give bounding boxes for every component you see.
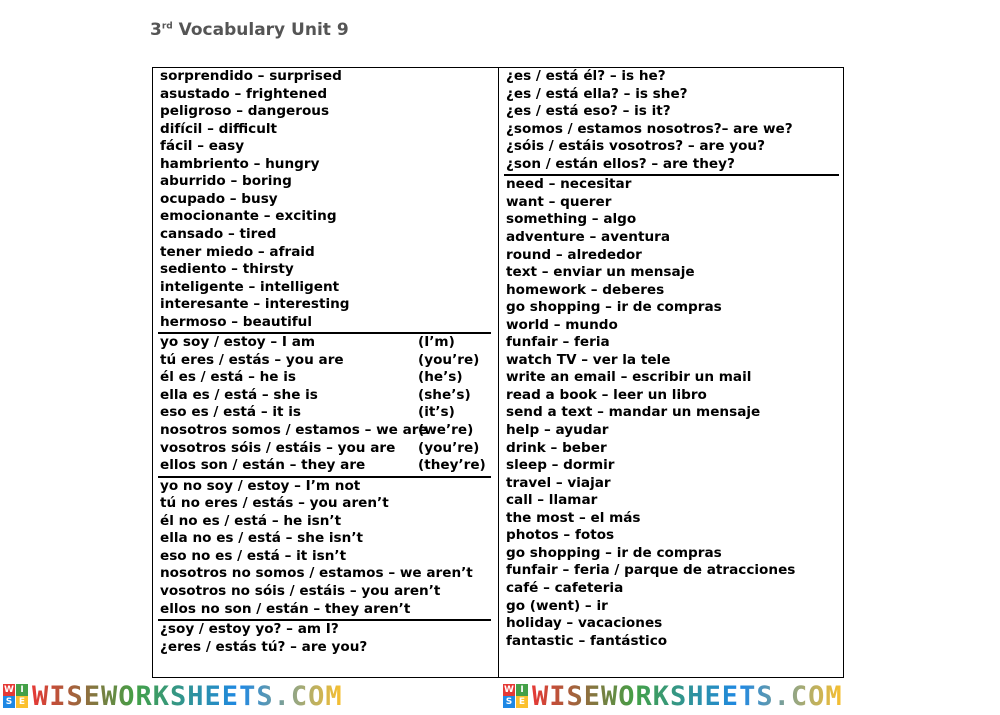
question-row: ¿es / está ella? – is she? bbox=[506, 85, 688, 102]
logo-letter: E bbox=[16, 696, 28, 708]
vocab-row: interesante – interesting bbox=[160, 296, 350, 313]
vocab-row: holiday – vacaciones bbox=[506, 615, 663, 632]
negative-row: tú no eres / estás – you aren’t bbox=[160, 495, 389, 512]
vocab-row: fácil – easy bbox=[160, 138, 245, 155]
pronoun-text: ellos son / están – they are bbox=[160, 457, 366, 474]
pronoun-row bbox=[160, 440, 482, 458]
question-row: ¿es / está eso? – is it? bbox=[506, 103, 671, 120]
vocab-row: ocupado – busy bbox=[160, 190, 278, 207]
logo-letter: W bbox=[4, 685, 14, 695]
logo-letter: W bbox=[504, 685, 514, 695]
vocab-row: difícil – difficult bbox=[160, 120, 278, 137]
pronoun-text: vosotros sóis / estáis – you are bbox=[160, 439, 396, 456]
question-row: ¿sóis / estáis vosotros? – are you? bbox=[506, 138, 765, 155]
vocab-row: drink – beber bbox=[506, 439, 607, 456]
vocab-row: sediento – thirsty bbox=[160, 261, 294, 278]
page-title: 3rd Vocabulary Unit 9 bbox=[150, 20, 349, 40]
vocab-row: sleep – dormir bbox=[506, 457, 615, 474]
vocab-row: photos – fotos bbox=[506, 527, 615, 544]
vocab-row: watch TV – ver la tele bbox=[506, 351, 671, 368]
pronoun-row bbox=[160, 369, 482, 387]
vocab-row: travel – viajar bbox=[506, 474, 611, 491]
vocab-row: go (went) – ir bbox=[506, 597, 608, 614]
pronoun-text: él es / está – he is bbox=[160, 369, 296, 386]
vocab-row: read a book – leer un libro bbox=[506, 386, 707, 403]
vocab-row: go shopping – ir de compras bbox=[506, 299, 722, 316]
footer-watermark bbox=[0, 681, 1000, 711]
contraction-text: (they’re) bbox=[418, 457, 486, 474]
vocab-row: inteligente – intelligent bbox=[160, 278, 340, 295]
pronoun-text: nosotros somos / estamos – we are bbox=[160, 422, 428, 438]
vocab-row: round – alrededor bbox=[506, 246, 642, 263]
vocab-row: want – querer bbox=[506, 193, 612, 210]
pronoun-text: ella es / está – she is bbox=[160, 386, 318, 403]
negative-row: yo no soy / estoy – I’m not bbox=[160, 477, 361, 494]
negative-row: nosotros no somos / estamos – we aren’t bbox=[160, 565, 473, 582]
vocab-row: aburrido – boring bbox=[160, 173, 292, 190]
pronoun-row bbox=[160, 457, 486, 475]
vocab-row: the most – el más bbox=[506, 509, 641, 526]
vocab-row: write an email – escribir un mail bbox=[506, 369, 752, 386]
vocab-row: help – ayudar bbox=[506, 422, 609, 438]
vocab-row: call – llamar bbox=[506, 492, 598, 509]
contraction-text: (it’s) bbox=[418, 404, 455, 421]
pronoun-text: tú eres / estás – you are bbox=[160, 351, 344, 368]
column-divider bbox=[498, 67, 499, 678]
vocab-row: something – algo bbox=[506, 211, 637, 228]
contraction-text: (she’s) bbox=[418, 386, 471, 403]
logo-letter: I bbox=[16, 684, 28, 696]
question-row: ¿eres / estás tú? – are you? bbox=[160, 638, 368, 655]
logo-letter: E bbox=[516, 696, 528, 708]
wise-logo-icon bbox=[3, 684, 29, 708]
pronoun-row bbox=[160, 422, 482, 440]
pronoun-row bbox=[160, 352, 482, 370]
vocab-row: text – enviar un mensaje bbox=[506, 264, 695, 281]
contraction-text: (we’re) bbox=[418, 422, 474, 438]
pronoun-row bbox=[160, 334, 482, 352]
watermark-text: WISEWORKSHEETS.COM bbox=[32, 681, 343, 712]
vocab-row: go shopping – ir de compras bbox=[506, 544, 722, 561]
vocab-row: cansado – tired bbox=[160, 225, 277, 242]
pronoun-text: eso es / está – it is bbox=[160, 404, 302, 421]
vocab-row: hermoso – beautiful bbox=[160, 313, 313, 330]
pronoun-row bbox=[160, 404, 482, 422]
vocab-row: hambriento – hungry bbox=[160, 155, 320, 172]
vocab-row: café – cafeteria bbox=[506, 579, 624, 596]
vocab-row: sorprendido – surprised bbox=[160, 68, 342, 84]
vocab-row: send a text – mandar un mensaje bbox=[506, 404, 761, 421]
negative-row: vosotros no sóis / estáis – you aren’t bbox=[160, 582, 441, 599]
question-row: ¿son / están ellos? – are they? bbox=[506, 155, 735, 172]
pronoun-row bbox=[160, 387, 482, 405]
contraction-text: (you’re) bbox=[418, 439, 480, 456]
vocab-row: adventure – aventura bbox=[506, 228, 671, 245]
vocab-row: peligroso – dangerous bbox=[160, 103, 330, 120]
vocab-row: emocionante – exciting bbox=[160, 208, 337, 225]
vocab-row: tener miedo – afraid bbox=[160, 243, 315, 260]
contraction-text: (you’re) bbox=[418, 351, 480, 368]
question-row: ¿soy / estoy yo? – am I? bbox=[160, 621, 339, 638]
vocab-row: need – necesitar bbox=[506, 176, 632, 193]
contraction-text: (I’m) bbox=[418, 334, 455, 351]
negative-row: él no es / está – he isn’t bbox=[160, 512, 342, 529]
watermark-text: WISEWORKSHEETS.COM bbox=[532, 681, 843, 712]
vocab-row: funfair – feria bbox=[506, 334, 610, 351]
logo-letter: I bbox=[516, 684, 528, 696]
negative-row: eso no es / está – it isn’t bbox=[160, 547, 347, 564]
vocab-row: world – mundo bbox=[506, 316, 618, 333]
negative-row: ella no es / está – she isn’t bbox=[160, 530, 363, 547]
negative-row: ellos no son / están – they aren’t bbox=[160, 600, 411, 617]
vocab-row: homework – deberes bbox=[506, 281, 665, 298]
vocab-row: asustado – frightened bbox=[160, 85, 328, 102]
contraction-text: (he’s) bbox=[418, 369, 463, 386]
vocab-row: fantastic – fantástico bbox=[506, 632, 668, 649]
pronoun-text: yo soy / estoy – I am bbox=[160, 334, 316, 351]
logo-letter: S bbox=[503, 696, 515, 708]
question-row: ¿somos / estamos nosotros?– are we? bbox=[506, 120, 793, 137]
vocab-row: funfair – feria / parque de atracciones bbox=[506, 562, 796, 579]
question-row: ¿es / está él? – is he? bbox=[506, 68, 666, 84]
wise-logo-icon bbox=[503, 684, 529, 708]
logo-letter: S bbox=[3, 696, 15, 708]
